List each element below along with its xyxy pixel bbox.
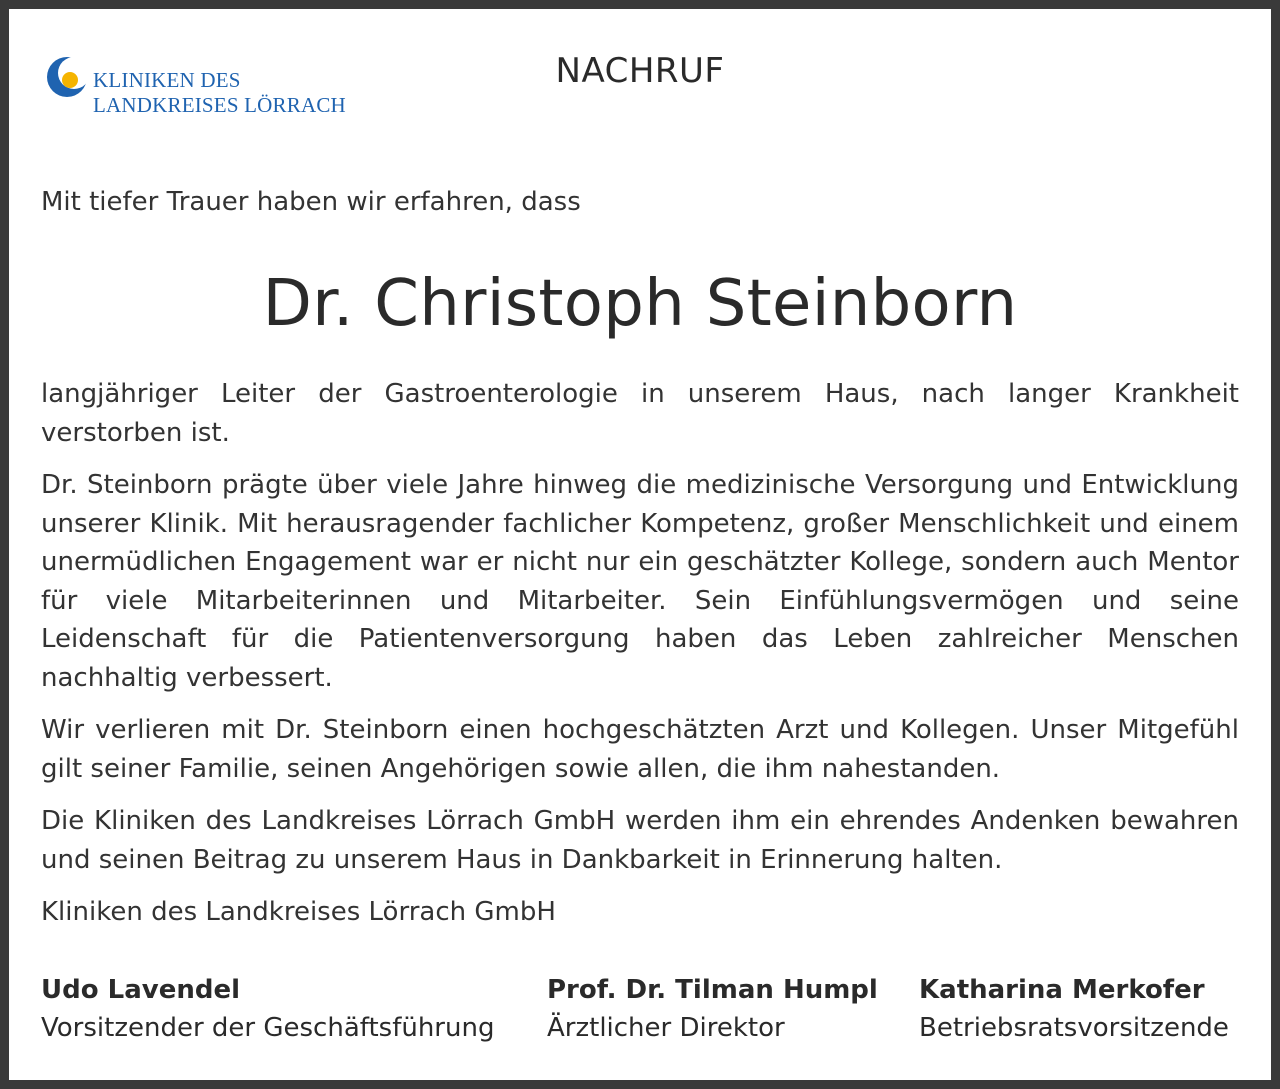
signer-1 bbox=[41, 971, 494, 1047]
logo-line-2: LANDKREISES LÖRRACH bbox=[93, 93, 346, 117]
signer-role: Ärztlicher Direktor bbox=[547, 1013, 785, 1043]
signer-role: Vorsitzender der Geschäftsführung bbox=[41, 1013, 495, 1043]
signer-2 bbox=[547, 971, 878, 1047]
paragraph-4: Die Kliniken des Landkreises Lörrach GmbH werden ihm ein ehrendes Andenken bewahren und seinen Beitrag zu unserem Haus in Dankbarkeit in Erinnerung halten. bbox=[41, 806, 1239, 875]
obituary-card bbox=[9, 9, 1271, 1080]
signer-role: Betriebsratsvorsitzende bbox=[919, 1013, 1229, 1043]
paragraph-3: Wir verlieren mit Dr. Steinborn einen hochgeschätzten Arzt und Kollegen. Unser Mitgefühl gilt seiner Familie, seinen Angehörigen sowie allen, die ihm nahestanden. bbox=[41, 715, 1239, 784]
closing-organization: Kliniken des Landkreises Lörrach GmbH bbox=[41, 897, 556, 927]
signer-name: Katharina Merkofer bbox=[919, 975, 1205, 1005]
obituary-body bbox=[41, 375, 1239, 946]
logo-line-1: KLINIKEN DES bbox=[93, 68, 241, 92]
signer-name: Prof. Dr. Tilman Humpl bbox=[547, 975, 878, 1005]
signer-name: Udo Lavendel bbox=[41, 975, 240, 1005]
page-title: NACHRUF bbox=[555, 51, 725, 91]
intro-text: Mit tiefer Trauer haben wir erfahren, dass bbox=[41, 187, 581, 217]
deceased-name: Dr. Christoph Steinborn bbox=[262, 267, 1018, 341]
signer-3 bbox=[919, 971, 1229, 1047]
paragraph-1: langjähriger Leiter der Gastroenterologie in unserem Haus, nach langer Krankheit verstorben ist. bbox=[41, 379, 1239, 448]
paragraph-2: Dr. Steinborn prägte über viele Jahre hinweg die medizinische Versorgung und Entwicklung unserer Klinik. Mit herausragender fachlicher Kompetenz, großer Menschlichkeit und einem unermüdlichen Engagement war er nicht nur ein geschätzter Kollege, sondern auch Mentor für viele Mitarbeiterinnen und Mitarbeiter. Sein Einfühlungsvermögen und seine Leidenschaft für die Patientenversorgung haben das Leben zahlreicher Menschen nachhaltig verbessert. bbox=[41, 470, 1239, 693]
